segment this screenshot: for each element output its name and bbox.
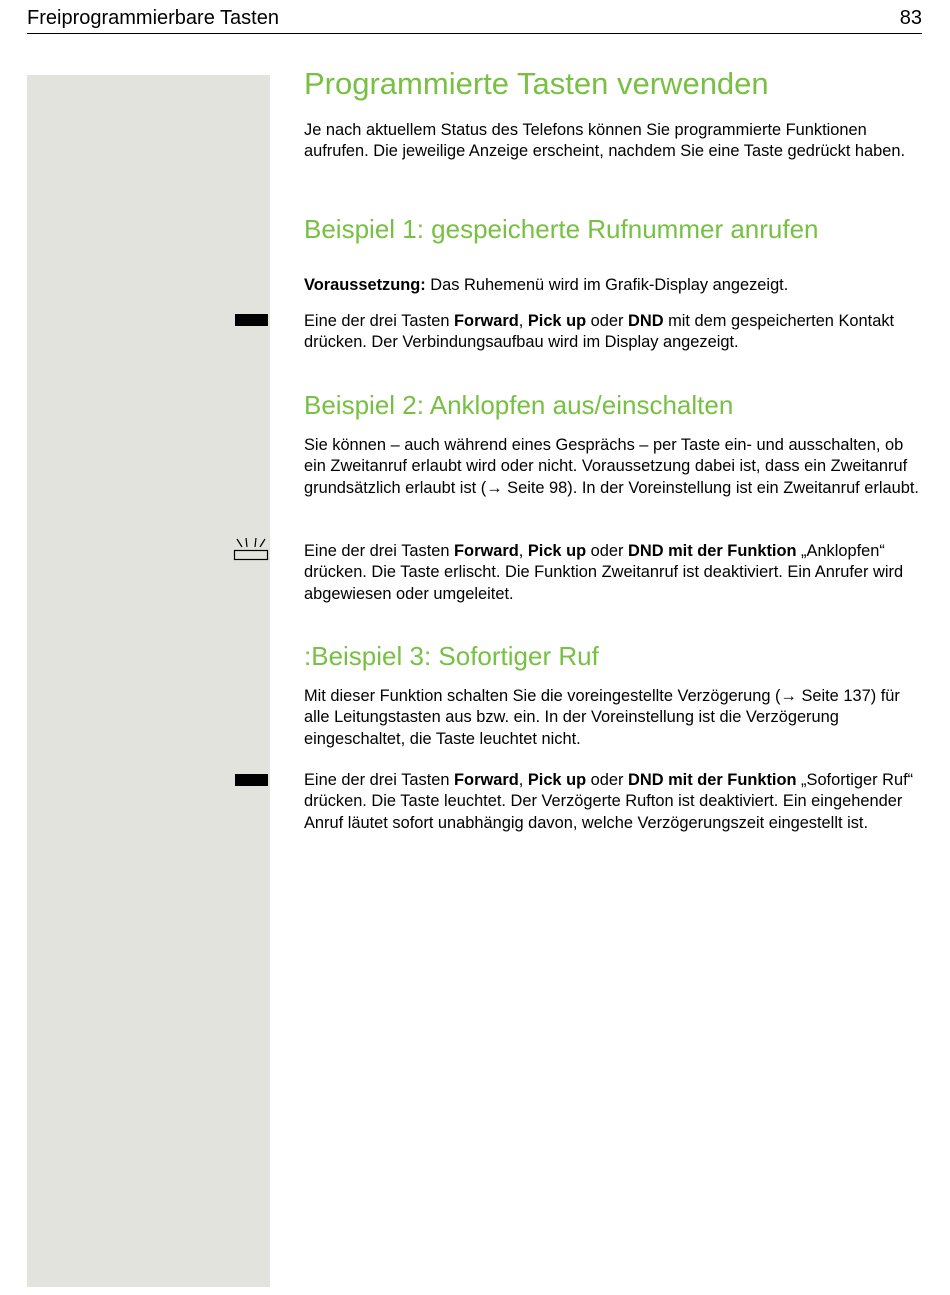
step-text: ,	[518, 771, 528, 789]
precondition-label: Voraussetzung:	[304, 276, 426, 294]
example2-heading: Beispiel 2: Anklopfen aus/einschalten	[304, 390, 734, 420]
step-text: mit dem gespeicherten Kontakt drücken. Der Verbindungsaufbau wird im Display angezeigt.	[304, 312, 895, 352]
example3-heading-block	[304, 640, 922, 672]
dnd-key-label: DND	[628, 312, 664, 330]
page-number: 83	[899, 7, 922, 29]
key-icon	[235, 774, 268, 786]
step-text: ,	[518, 542, 528, 560]
example1-heading-block	[304, 213, 922, 245]
page-title: Programmierte Tasten verwenden	[304, 66, 769, 101]
pickup-key-label: Pick up	[527, 771, 587, 789]
step-text: „Sofortiger Ruf“ drücken. Die Taste leuchtet. Der Verzögerte Rufton ist deaktiviert. Ein eingehender Anruf läutet sofort unabhängig davon, welche Verzögerungszeit eingestellt ist.	[304, 771, 914, 832]
example3-heading: :Beispiel 3: Sofortiger Ruf	[304, 641, 599, 671]
example2-step	[304, 541, 922, 605]
page-title-block	[304, 66, 922, 102]
example1-heading: Beispiel 1: gespeicherte Rufnummer anrufen	[304, 214, 819, 244]
example2-heading-block	[304, 389, 922, 421]
page-header	[27, 6, 922, 34]
pickup-key-label: Pick up	[527, 542, 587, 560]
side-column	[27, 75, 270, 1287]
dnd-key-label: DND mit der Funktion	[628, 542, 797, 560]
example3-description-block	[304, 686, 922, 750]
forward-key-label: Forward	[454, 312, 519, 330]
step-text: Eine der drei Tasten	[304, 312, 455, 330]
header-title: Freiprogrammierbare Tasten	[27, 7, 279, 29]
step-text: Eine der drei Tasten	[304, 771, 455, 789]
example1-precondition	[304, 275, 922, 296]
step-text: oder	[586, 771, 629, 789]
example2-description-block	[304, 435, 922, 499]
key-icon	[235, 314, 268, 326]
pickup-key-label: Pick up	[527, 312, 587, 330]
step-text: „Anklopfen“ drücken. Die Taste erlischt. Die Funktion Zweitanruf ist deaktiviert. Ein Anrufer wird abgewiesen oder umgeleitet.	[304, 542, 904, 603]
step-text: ,	[518, 312, 528, 330]
forward-key-label: Forward	[454, 542, 519, 560]
step-text: Eine der drei Tasten	[304, 542, 455, 560]
step-text: oder	[586, 542, 629, 560]
precondition-text: Das Ruhemenü wird im Grafik-Display angezeigt.	[425, 276, 789, 294]
example2-description: Sie können – auch während eines Gesprächs – per Taste ein- und ausschalten, ob ein Zweitanruf erlaubt wird oder nicht. Voraussetzung dabei ist, dass ein Zweitanruf grundsätzlich erlaubt ist (→ Seite 98). In der Voreinstellung ist ein Zweitanruf erlaubt.	[304, 436, 919, 497]
example3-step	[304, 770, 922, 834]
intro-text: Je nach aktuellem Status des Telefons können Sie programmierte Funktionen aufrufen. Die jeweilige Anzeige erscheint, nachdem Sie eine Taste gedrückt haben.	[304, 121, 906, 161]
example1-step	[304, 311, 922, 354]
step-text: oder	[586, 312, 629, 330]
dnd-key-label: DND mit der Funktion	[628, 771, 797, 789]
example3-description: Mit dieser Funktion schalten Sie die voreingestellte Verzögerung (→ Seite 137) für alle Leitungstasten aus bzw. ein. In der Voreinstellung ist die Verzögerung eingeschaltet, die Taste leuchtet nicht.	[304, 687, 900, 748]
forward-key-label: Forward	[454, 771, 519, 789]
blinking-key-icon	[233, 537, 269, 561]
intro-block	[304, 120, 922, 163]
